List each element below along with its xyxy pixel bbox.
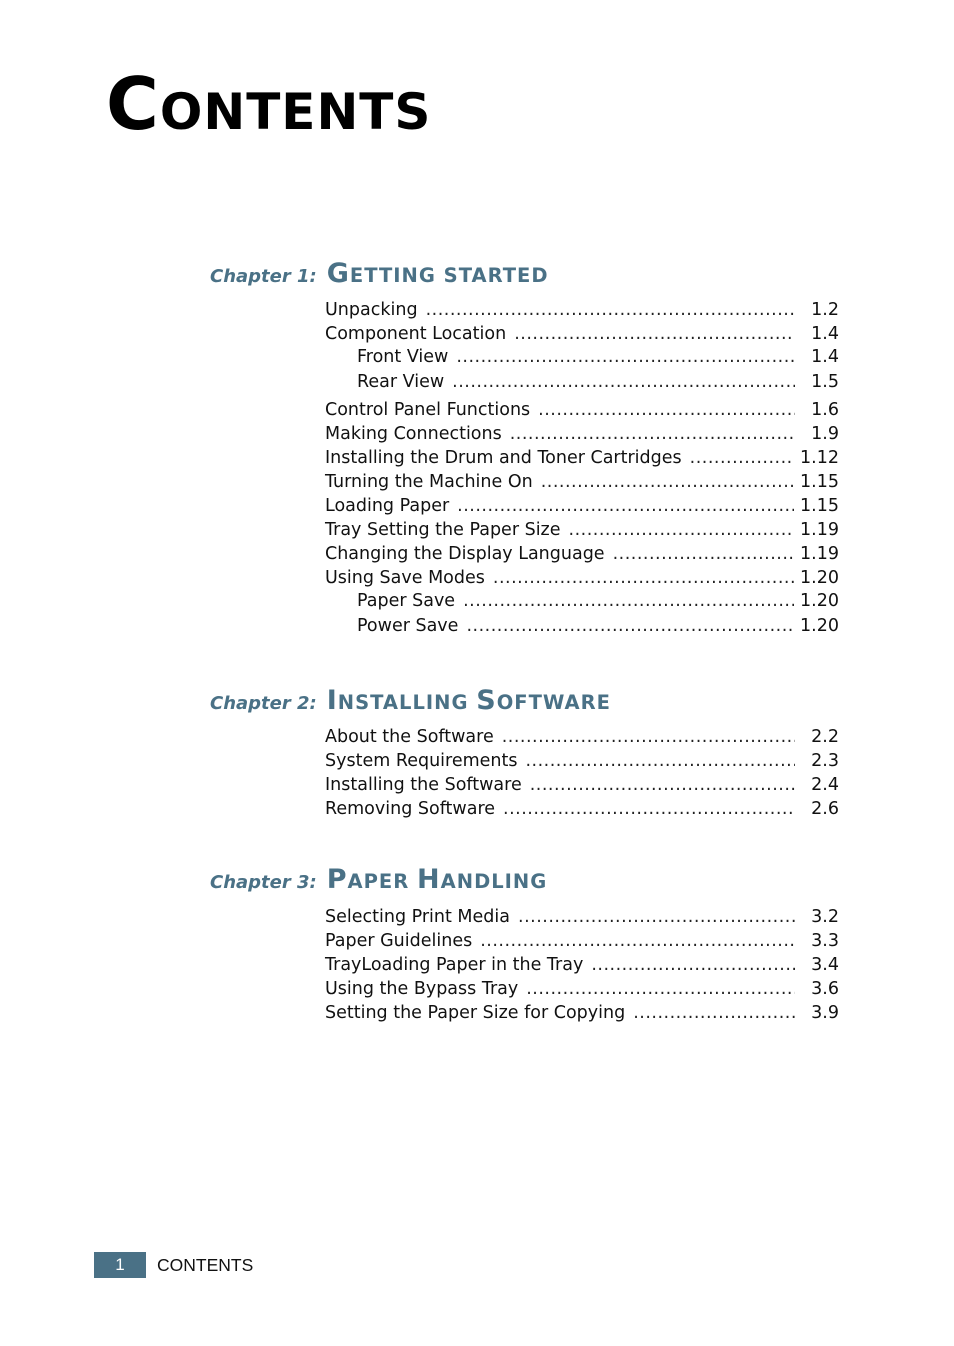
toc-entry[interactable]: Changing the Display Language ..... 1.19 — [325, 544, 839, 566]
toc-entry[interactable]: Tray Setting the Paper Size ..... 1.19 — [325, 520, 839, 542]
toc-entry[interactable]: Removing Software ..... 2.6 — [325, 799, 839, 821]
toc-entry[interactable]: Unpacking ..... 1.2 — [325, 300, 839, 322]
toc-subentry[interactable]: Front View ..... 1.4 — [357, 347, 839, 369]
chapter-1 — [210, 258, 850, 636]
chapter-heading — [210, 685, 850, 719]
chapter-title: INSTALLING SOFTWARE — [326, 685, 611, 716]
page-title: CONTENTS — [106, 62, 432, 146]
footer-page-number: 1 — [94, 1252, 146, 1278]
toc-entry[interactable]: About the Software ..... 2.2 — [325, 727, 839, 749]
chapter-label: Chapter 1: — [210, 266, 317, 287]
chapter-heading — [210, 864, 850, 898]
toc-subentry[interactable]: Power Save ..... 1.20 — [357, 616, 839, 638]
toc-subentry[interactable]: Paper Save ..... 1.20 — [357, 591, 839, 613]
toc-entry[interactable]: Loading Paper ..... 1.15 — [325, 496, 839, 518]
toc-entry[interactable]: TrayLoading Paper in the Tray ..... 3.4 — [325, 955, 839, 977]
chapter-3 — [210, 864, 850, 1023]
page-footer — [94, 1252, 253, 1278]
chapter-heading — [210, 258, 850, 292]
toc-entry[interactable]: Installing the Drum and Toner Cartridges ..... 1.12 — [325, 448, 839, 470]
toc-entry[interactable]: Using the Bypass Tray ..... 3.6 — [325, 979, 839, 1001]
toc-entry[interactable]: Turning the Machine On ..... 1.15 — [325, 472, 839, 494]
toc-entry[interactable]: Selecting Print Media ..... 3.2 — [325, 907, 839, 929]
footer-label: CONTENTS — [157, 1254, 254, 1275]
toc-entry[interactable]: Setting the Paper Size for Copying ..... 3.9 — [325, 1003, 839, 1025]
toc-subentry[interactable]: Rear View ..... 1.5 — [357, 372, 839, 394]
chapter-label: Chapter 3: — [210, 872, 317, 893]
toc-entry[interactable]: Control Panel Functions ..... 1.6 — [325, 400, 839, 422]
toc-entry[interactable]: Component Location ..... 1.4 — [325, 324, 839, 346]
toc-entry[interactable]: System Requirements ..... 2.3 — [325, 751, 839, 773]
chapter-2 — [210, 685, 850, 819]
chapter-title: PAPER HANDLING — [326, 864, 548, 895]
toc-entry[interactable]: Using Save Modes ..... 1.20 — [325, 568, 839, 590]
chapter-label: Chapter 2: — [210, 693, 317, 714]
chapter-title: GETTING STARTED — [326, 258, 549, 289]
toc-entry[interactable]: Making Connections ..... 1.9 — [325, 424, 839, 446]
toc-entry[interactable]: Installing the Software ..... 2.4 — [325, 775, 839, 797]
toc-entry[interactable]: Paper Guidelines ..... 3.3 — [325, 931, 839, 953]
